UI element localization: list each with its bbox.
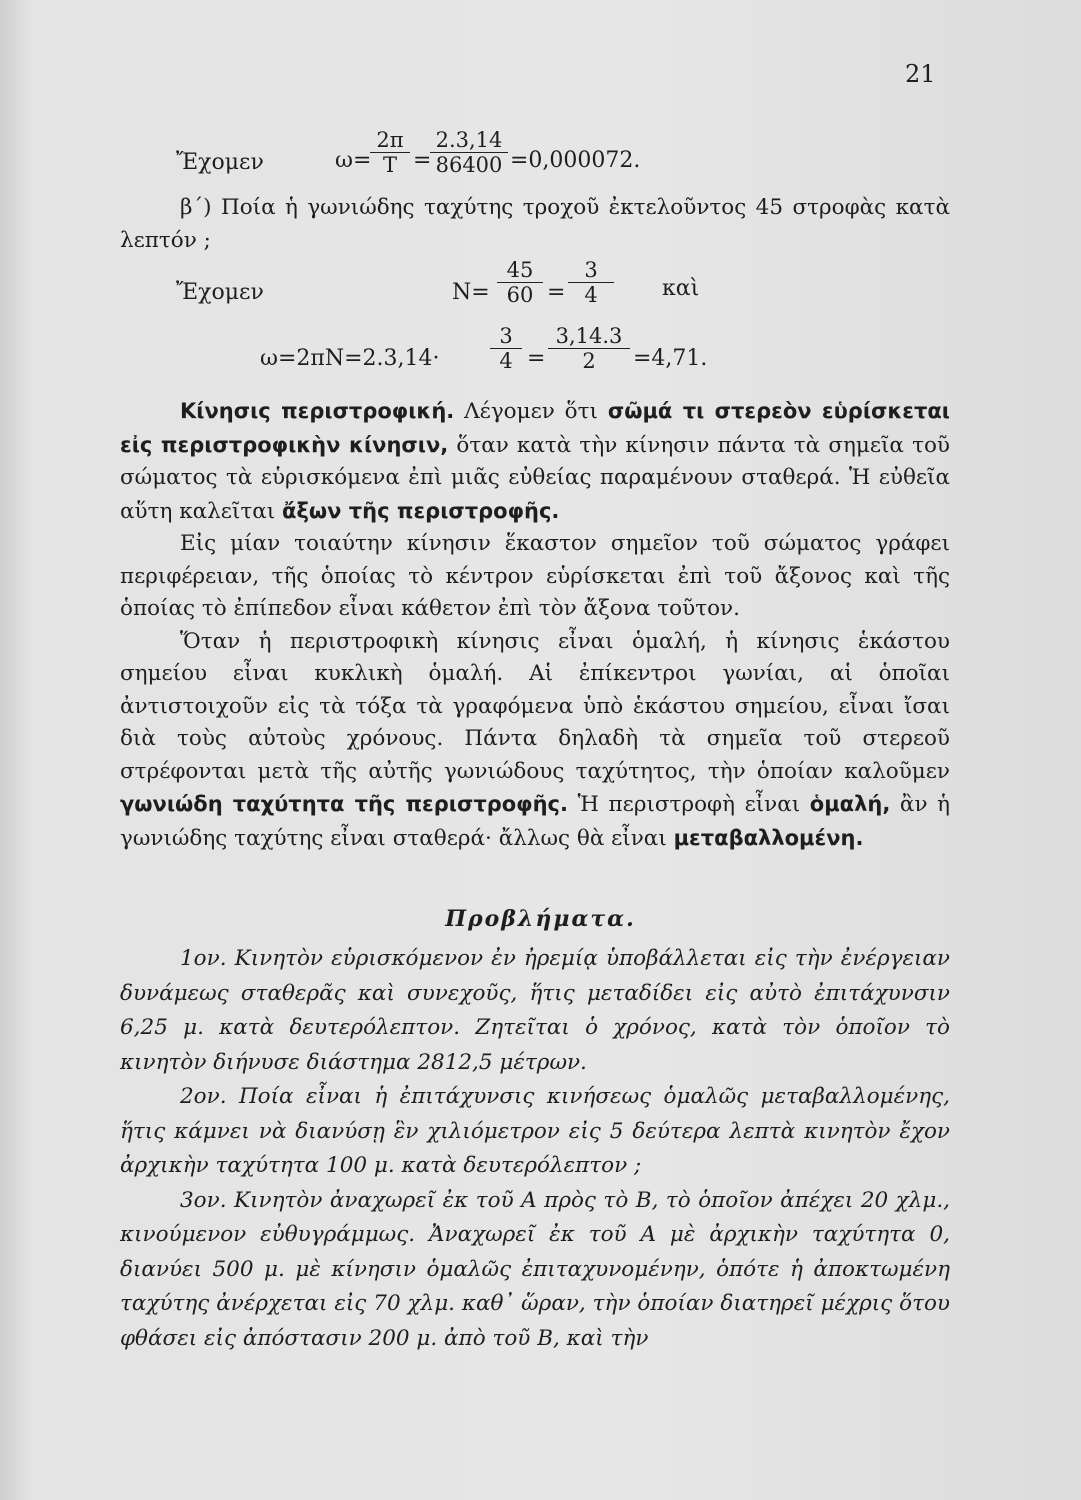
formula-1-lhs: ω=: [335, 148, 372, 173]
formula-2-fraction-2: [568, 258, 614, 307]
p3-text-a: Ὅταν ἡ περιστροφικὴ κίνησις εἶναι ὁμαλή, ἡ κίνησις ἑκάστου σημείου εἶναι κυκλικὴ ὁμαλή. Αἱ ἐπίκεντροι γωνίαι, αἱ ὁποῖαι ἀντιστοιχοῦν εἰς τὰ τόξα τὰ γραφόμενα ὑπὸ ἑκάστου σημείου, εἶναι ἴσαι διὰ τοὺς αὐτοὺς χρόνους. Πάντα δηλαδὴ τὰ σημεῖα τοῦ στερεοῦ στρέφονται μετὰ τῆς αὐτῆς γωνιώδους ταχύτητος, τὴν ὁποίαν καλοῦμεν: [120, 628, 950, 784]
p3-text-c: Ἡ περιστροφὴ εἶναι: [577, 792, 801, 817]
formula-3-result: =4,71.: [633, 346, 708, 371]
formula-1-fraction-2: [430, 128, 508, 177]
formula-2-lhs: N=: [452, 280, 490, 305]
paragraph-2: Εἰς μίαν τοιαύτην κίνησιν ἕκαστον σημεῖον τοῦ σώματος γράφει περιφέρειαν, τῆς ὁποίας τὸ κέντρον εὑρίσκεται ἐπὶ τοῦ ἄξονος καὶ τῆς ὁποίας τὸ ἐπίπεδον εἶναι κάθετον ἐπὶ τὸν ἄξονα τοῦτον.: [120, 531, 950, 621]
question-b: β΄) Ποία ἡ γωνιώδης ταχύτης τροχοῦ ἐκτελοῦντος 45 στροφὰς κατὰ λεπτόν ;: [120, 195, 950, 253]
formula-1-eq: =: [413, 148, 432, 173]
numerator: 3: [568, 258, 614, 283]
problem-1-label: 1ον.: [180, 946, 227, 971]
problems-heading: Προβλήματα.: [445, 906, 636, 932]
numerator: 3,14.3: [548, 324, 630, 349]
numerator: 2π: [370, 128, 410, 153]
paragraph-1: [120, 395, 950, 528]
formula-1-result: =0,000072.: [510, 148, 641, 173]
formula-2-fraction-1: [497, 258, 543, 307]
p3-bold-b: γωνιώδη ταχύτητα τῆς περιστροφῆς.: [120, 792, 568, 816]
problem-3-label: 3ον.: [180, 1187, 227, 1213]
formula-3-eq: =: [527, 346, 546, 371]
denominator: 4: [499, 349, 513, 373]
p1-bold-b: σῶμά τι στερεὸν εὑρίσκεται εἰς περιστροφικὴν κίνησιν,: [120, 399, 950, 457]
denominator: 60: [506, 283, 534, 307]
problem-3: [120, 1184, 950, 1357]
numerator: 2.3,14: [430, 128, 508, 153]
formula-1-lead: Ἔχομεν: [176, 150, 264, 175]
denominator: 2: [582, 349, 596, 373]
denominator: 4: [584, 283, 598, 307]
formula-2-tail: καὶ: [662, 276, 700, 301]
section-title: Κίνησις περιστροφική.: [180, 399, 455, 423]
problem-1: [120, 942, 950, 1080]
problem-1-text: Κινητὸν εὑρισκόμενον ἐν ἠρεμίᾳ ὑποβάλλεται εἰς τὴν ἐνέργειαν δυνάμεως σταθερᾶς καὶ συνεχοῦς, ἥτις μεταδίδει εἰς αὐτὸ ἐπιτάχυνσιν 6,25 μ. κατὰ δευτερόλεπτον. Ζητεῖται ὁ χρόνος, κατὰ τὸν ὁποῖον τὸ κινητὸν διήνυσε διάστημα 2812,5 μέτρων.: [120, 946, 950, 1075]
p1-text-a: Λέγομεν ὅτι: [464, 399, 598, 424]
numerator: 3: [490, 324, 522, 349]
formula-3-fraction-1: [490, 324, 522, 373]
denominator: 86400: [435, 153, 503, 177]
p1-text-c: ὅταν κατὰ τὴν κίνησιν πάντα τὰ σημεῖα τοῦ σώματος τὰ εὑρισκόμενα ἐπὶ μιᾶς εὐθείας παραμένουν σταθερά. Ἡ εὐθεῖα αὕτη καλεῖται: [120, 432, 950, 524]
p1-bold-d: ἄξων τῆς περιστροφῆς.: [282, 498, 560, 523]
formula-3-fraction-2: [548, 324, 630, 373]
formula-1-fraction-1: [370, 128, 410, 177]
p3-text-e: ἂν ἡ γωνιώδης ταχύτης εἶναι σταθερά· ἄλλως θὰ εἶναι: [120, 792, 950, 851]
numerator: 45: [497, 258, 543, 283]
p3-bold-f: μεταβαλλομένη.: [673, 825, 864, 850]
problem-2-text: Ποία εἶναι ἡ ἐπιτάχυνσις κινήσεως ὁμαλῶς μεταβαλλομένης, ἥτις κάμνει νὰ διανύσῃ ἓν χιλιόμετρον εἰς 5 δεύτερα λεπτὰ κινητὸν ἔχον ἀρχικὴν ταχύτητα 100 μ. κατὰ δευτερόλεπτον ;: [120, 1084, 950, 1178]
paragraph-3: [120, 626, 950, 856]
p3-bold-d: ὁμαλή,: [809, 792, 891, 816]
denominator: T: [382, 153, 397, 177]
problem-3-text: Κινητὸν ἀναχωρεῖ ἐκ τοῦ Α πρὸς τὸ Β, τὸ ὁποῖον ἀπέχει 20 χλμ., κινούμενον εὐθυγράμμως. Ἀναχωρεῖ ἐκ τοῦ Α μὲ ἀρχικὴν ταχύτητα 0, διανύει 500 μ. μὲ κίνησιν ὁμαλῶς ἐπιταχυνομένην, ὁπότε ἡ ἀποκτωμένη ταχύτης ἀνέρχεται εἰς 70 χλμ. καθ᾽ ὥραν, τὴν ὁποίαν διατηρεῖ μέχρις ὅτου φθάσει εἰς ἀπόστασιν 200 μ. ἀπὸ τοῦ Β, καὶ τὴν: [120, 1187, 950, 1351]
section-rotational-motion: [120, 395, 950, 855]
formula-2-lead: Ἔχομεν: [176, 280, 264, 305]
formula-3-lhs: ω=2πN=2.3,14·: [260, 346, 440, 371]
problems-list: [120, 942, 950, 1356]
page-number: 21: [905, 60, 936, 88]
problem-2-label: 2ον.: [180, 1084, 227, 1109]
problem-2: [120, 1080, 950, 1184]
formula-2-eq: =: [547, 280, 566, 305]
